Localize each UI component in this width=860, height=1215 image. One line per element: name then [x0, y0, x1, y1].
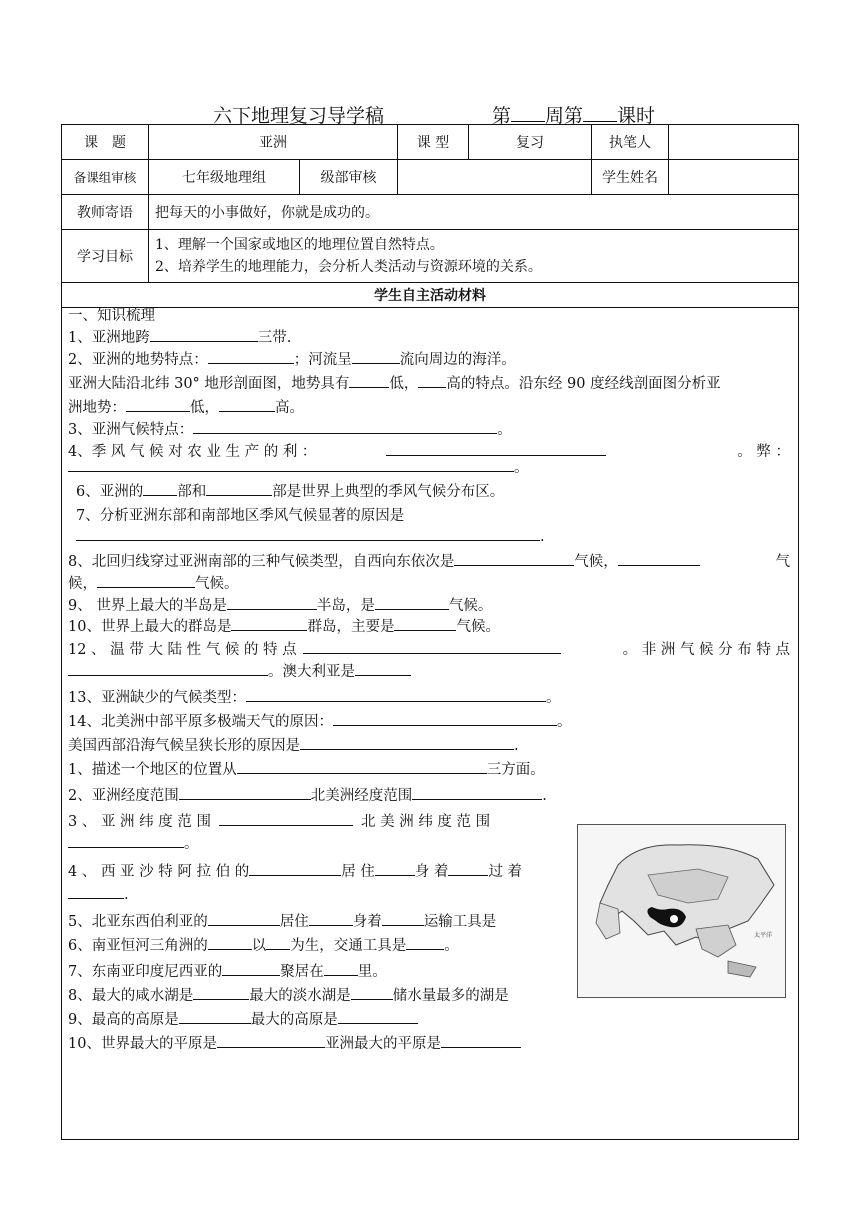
svg-text:太平洋: 太平洋 — [754, 932, 773, 939]
asia-climate-map-icon — [577, 824, 786, 998]
header-table: 课 题 亚洲 课 型 复习 执笔人 备课组审核 七年级地理组 级部审核 学生姓名 教师寄语 把每天的小事做好，你就是成功的。 学习目标 1、理解一个国家或地区的地理位置自然特点。 2、培养学生的地理能力，会分析人类活动与资源环境的关系。 学生自主活动材料 — [61, 124, 799, 308]
learning-goals: 1、理解一个国家或地区的地理位置自然特点。 2、培养学生的地理能力，会分析人类活动与资源环境的关系。 — [149, 230, 799, 283]
worksheet-body: 一、知识梳理 1、亚洲地跨 三带. 2、亚洲的地势特点： ；河流呈 流向周边的海洋。 亚洲大陆沿北纬 30° 地形剖面图，地势具有 低， 高的特点。沿东经 90 度经线剖面图分析亚 洲地势： 低， 高。 3、亚洲气候特点： 。 4、季 风 气 候 对 农 业 生 产 的 利 ： 。 弊 ： 。 6、亚洲的 部和 部是世界上典型的季风气候分布区。 7、分析亚洲东部和南部地区季风气候显著的原因是 . 8、北回归线穿过亚洲南部的三种气候类型，自西向东依次是 气候， 气 候， 气候。 9、 世界上最大的半岛是 半岛，是 气候。 10、世界上最大的群岛是 群岛，主要是 气候。 12 、 温 带 大 陆 性 气 候 的 特 点 。 非 洲 气 候 分 布 特 点 。澳大利亚是 13、亚洲缺少的气候类型： 。 14、北美洲中部平原多极端天气的原因： 。 美国西部沿海气候呈狭长形的原因是 . 1、描述一个地区的位置从 三方面。 2、亚洲经度范围 北美洲经度范围 . 3 、 亚 洲 纬 度 范 围 北 美 洲 纬 度 范 围 。 4 、 西 亚 沙 特 阿 拉 伯 的 居 住 身 着 过 着 . 5、北亚东西伯利亚的 居住 身着 运输工具是 6、南亚恒河三角洲的 以 为生，交通工具是 。 7、东南亚印度尼西亚的 聚居在 里。 8、最大的咸水湖是 最大的淡水湖是 储水量最多的湖是 9、最高的高原是 最大的高原是 10、世界最大的平原是 亚洲最大的平原是 太平洋 — [61, 304, 799, 1140]
section-title: 学生自主活动材料 — [62, 283, 799, 308]
